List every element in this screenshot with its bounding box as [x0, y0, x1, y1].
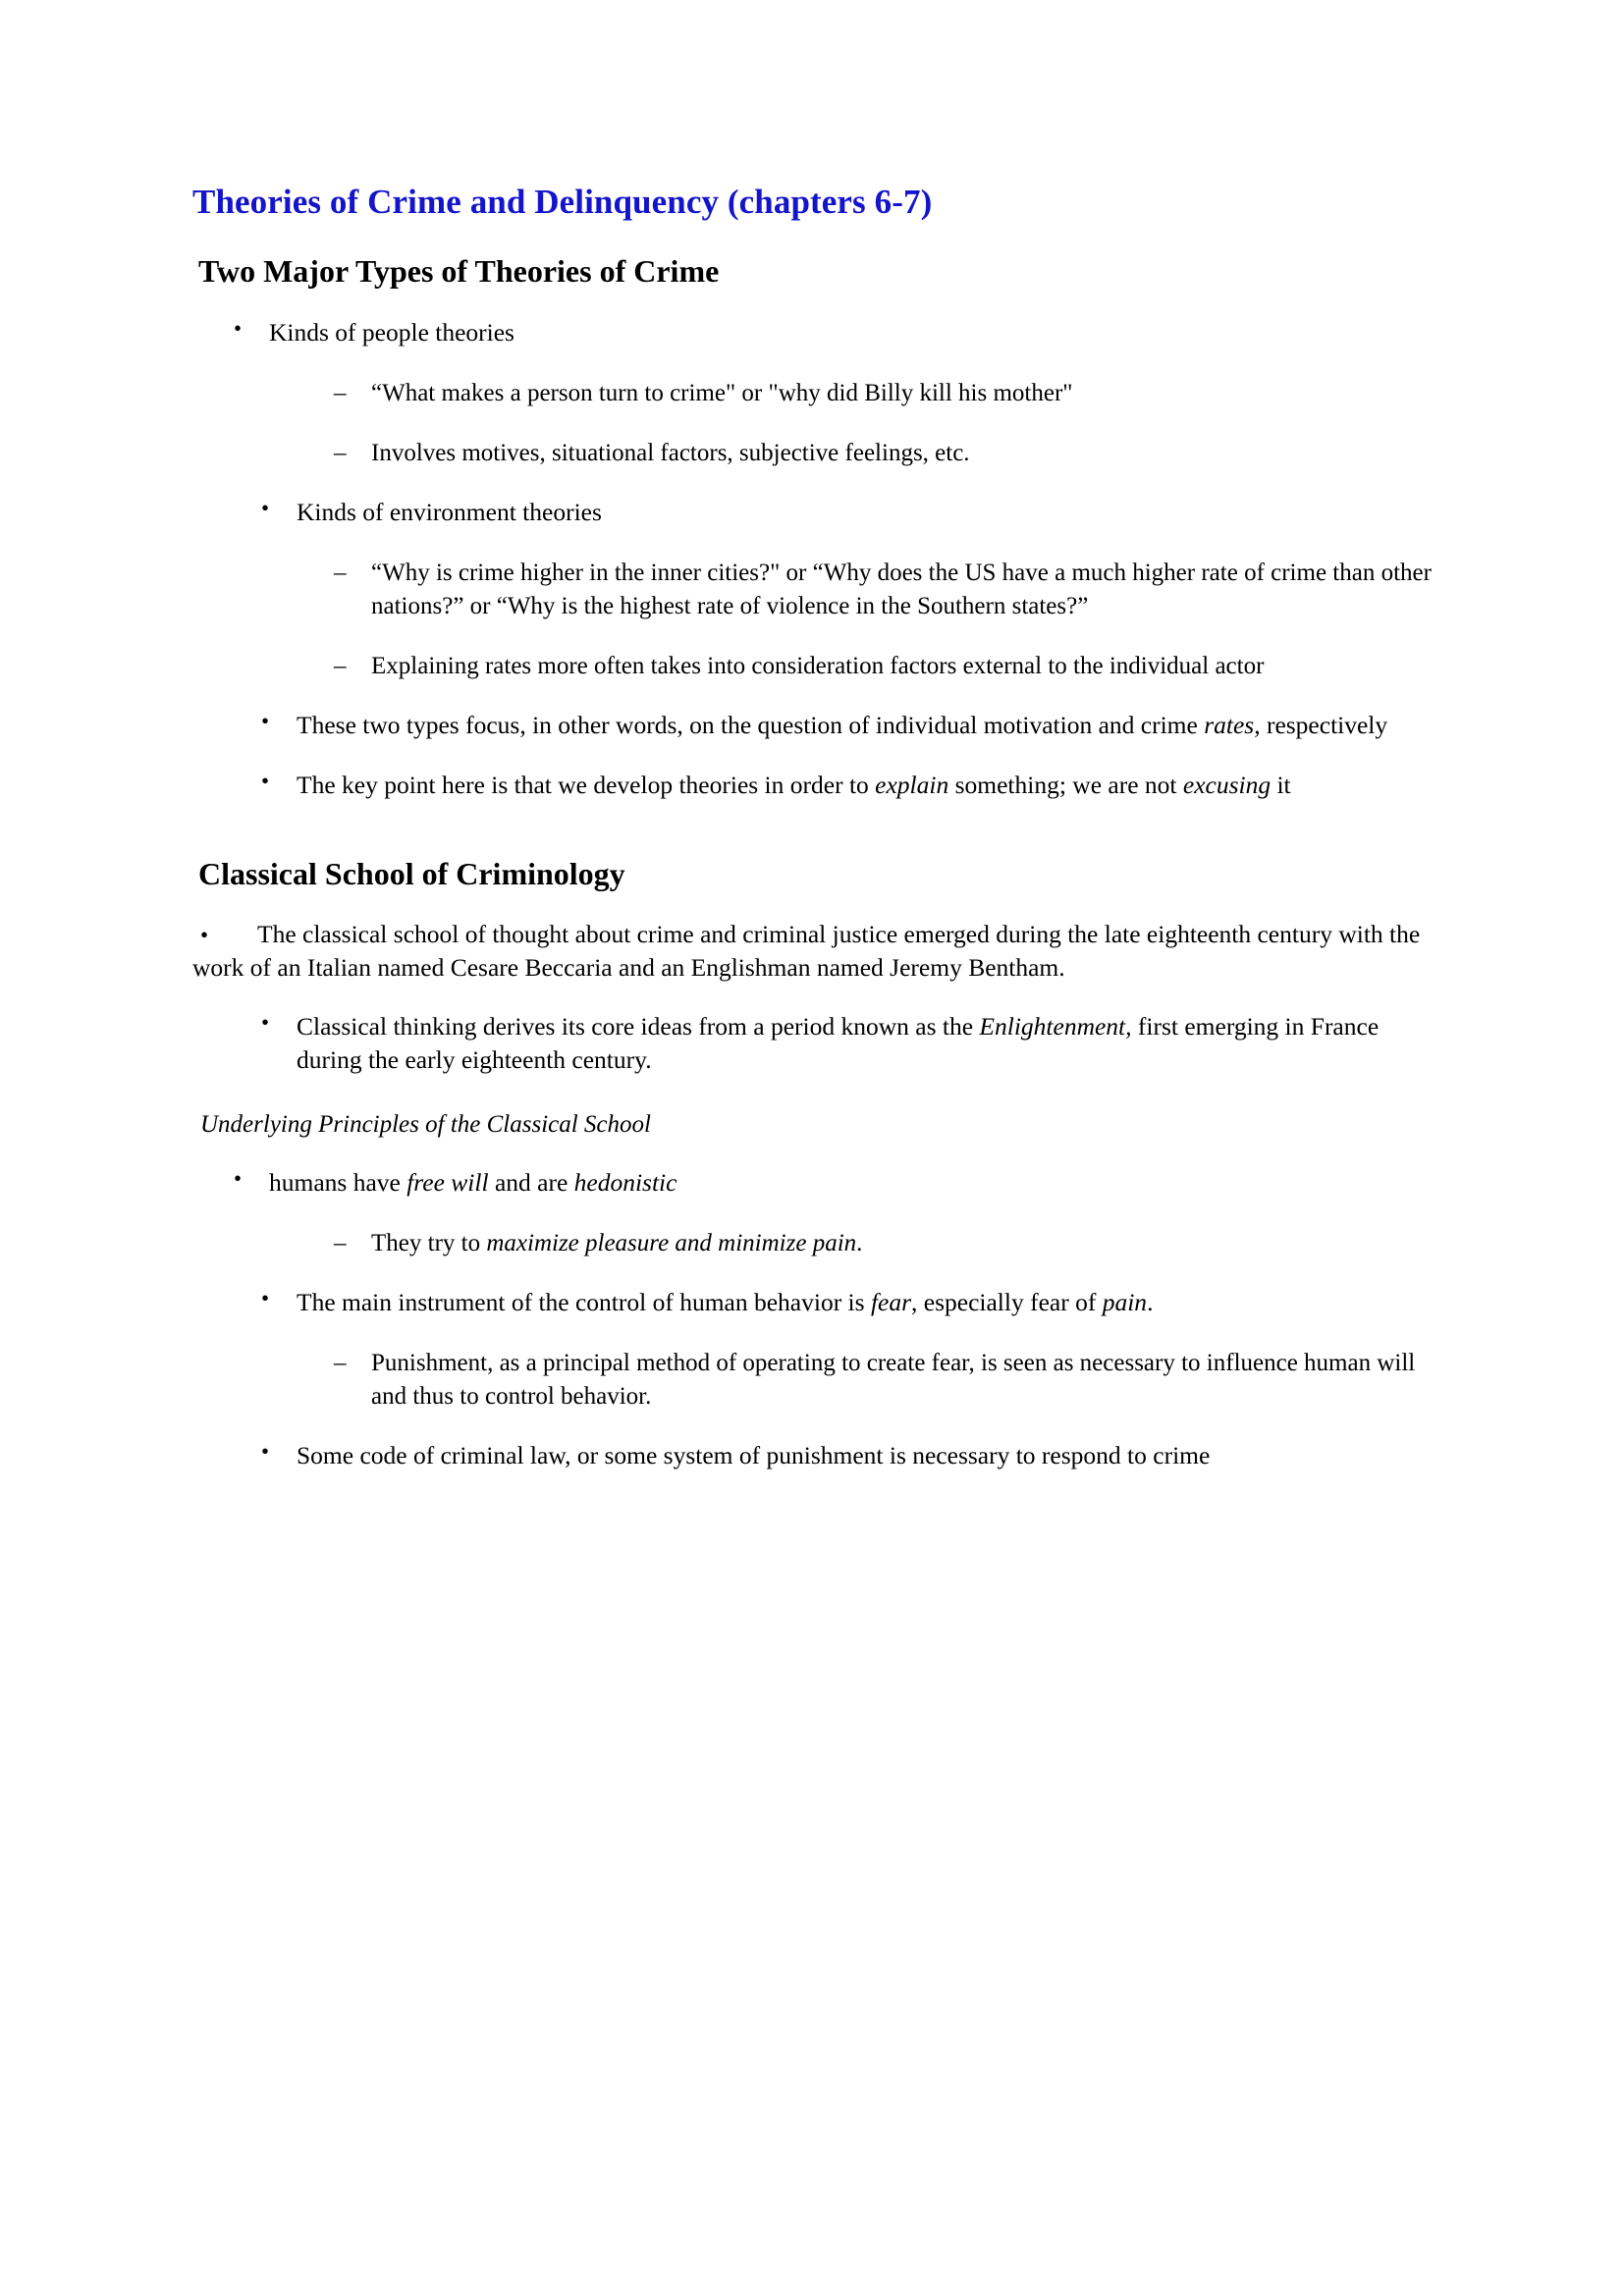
- emphasis-free-will: free will: [406, 1168, 489, 1198]
- list-item: [192, 1286, 1439, 1319]
- sub-list-item-label: “What makes a person turn to crime" or "why did Billy kill his mother": [371, 379, 1073, 406]
- bullet-glyph: •: [261, 1010, 270, 1036]
- list-item: [192, 1010, 1439, 1077]
- text-segment: These two types focus, in other words, on the question of individual motivation and crime: [297, 711, 1205, 740]
- text-segment: , especially fear of: [911, 1288, 1103, 1317]
- bullet-glyph: •: [261, 496, 270, 521]
- list-item-label: [297, 1288, 1153, 1316]
- dash-glyph: –: [334, 379, 347, 406]
- sub-list-item: [192, 557, 1439, 622]
- text-segment: first emerging in France during the early eighteenth century.: [297, 1012, 1380, 1075]
- bullet-glyph: •: [261, 709, 270, 734]
- text-segment: They try to: [371, 1230, 487, 1257]
- bullet-glyph: •: [234, 315, 243, 341]
- bullet-glyph: •: [200, 922, 209, 947]
- sub-list-item: [192, 437, 1439, 469]
- emphasis-pain: pain: [1102, 1288, 1148, 1317]
- document-content: [192, 183, 1439, 1472]
- section-heading-classical-school: Classical School of Criminology: [198, 855, 625, 891]
- bullet-glyph: •: [261, 1438, 270, 1464]
- text-segment: .: [856, 1230, 863, 1257]
- text-segment: .: [1147, 1288, 1154, 1317]
- dash-glyph: –: [334, 1230, 347, 1257]
- sub-list-item: [192, 1347, 1439, 1413]
- list-item: [192, 316, 1439, 349]
- sub-list-item: [192, 1227, 1439, 1259]
- text-segment: , respectively: [1254, 711, 1388, 740]
- paragraph-text: The classical school of thought about crime and criminal justice emerged during the late eighteenth century with the work of an Italian named Cesare Beccaria and an Englishman named Jeremy Bentham.: [192, 919, 1421, 982]
- page-title-chapters: (chapters 6-7): [719, 183, 933, 221]
- dash-glyph: –: [334, 1350, 347, 1377]
- sub-list-item: [192, 650, 1439, 682]
- page-title-main: Theories of Crime and Delinquency: [192, 183, 720, 221]
- list-item-label: Kinds of people theories: [269, 317, 514, 347]
- sub-list-item-label: [371, 1230, 862, 1256]
- text-segment: The main instrument of the control of human behavior is: [297, 1288, 871, 1317]
- emphasis-excusing: excusing: [1182, 770, 1272, 799]
- list-item: [192, 1166, 1439, 1200]
- emphasis-enlightenment: Enlightenment,: [979, 1012, 1132, 1041]
- sub-list-item-label: Punishment, as a principal method of operating to create fear, is seen as necessary to influence human will and thus to control behavior.: [371, 1350, 1416, 1410]
- list-item: [192, 1439, 1439, 1472]
- bullet-glyph: •: [234, 1166, 243, 1192]
- sub-list-item-label: “Why is crime higher in the inner cities?" or “Why does the US have a much higher rate of crime than other nations?” or “Why is the highest rate of violence in the Southern states?”: [371, 560, 1432, 619]
- bullet-glyph: •: [261, 768, 270, 793]
- dash-glyph: –: [334, 652, 347, 679]
- list-item-label: [297, 1012, 1379, 1074]
- list-item-label: Kinds of environment theories: [297, 498, 602, 527]
- dash-glyph: –: [334, 440, 347, 467]
- list-item-label: Some code of criminal law, or some system of punishment is necessary to respond to crime: [297, 1440, 1211, 1469]
- paragraph-classical-school: [192, 918, 1439, 985]
- section-heading-two-major-types: Two Major Types of Theories of Crime: [198, 253, 720, 290]
- sub-list-item-label: Explaining rates more often takes into consideration factors external to the individual actor: [371, 652, 1265, 679]
- list-item-label: [297, 711, 1387, 739]
- emphasis-hedonistic: hedonistic: [573, 1168, 677, 1198]
- dash-glyph: –: [334, 560, 347, 587]
- list-item: [192, 496, 1439, 529]
- text-segment: and are: [488, 1168, 574, 1198]
- text-segment: Classical thinking derives its core ideas from a period known as the: [297, 1012, 980, 1041]
- list-item-label: [297, 771, 1291, 799]
- text-segment: humans have: [269, 1168, 407, 1198]
- sub-list-item-label: Involves motives, situational factors, subjective feelings, etc.: [371, 440, 970, 467]
- text-segment: something; we are not: [948, 770, 1183, 799]
- sub-list-item: [192, 377, 1439, 409]
- text-segment: it: [1271, 770, 1291, 799]
- list-item: [192, 769, 1439, 802]
- list-item: [192, 709, 1439, 742]
- emphasis-rates: rates: [1204, 711, 1255, 740]
- text-segment: The key point here is that we develop theories in order to: [297, 770, 876, 799]
- subheading-underlying-principles: Underlying Principles of the Classical School: [200, 1111, 651, 1139]
- emphasis-maximize-pleasure: maximize pleasure and minimize pain: [486, 1230, 857, 1257]
- list-item-label: [269, 1168, 677, 1197]
- emphasis-fear: fear: [870, 1288, 912, 1317]
- bullet-glyph: •: [261, 1286, 270, 1311]
- page-title: [192, 183, 1439, 221]
- emphasis-explain: explain: [875, 770, 949, 799]
